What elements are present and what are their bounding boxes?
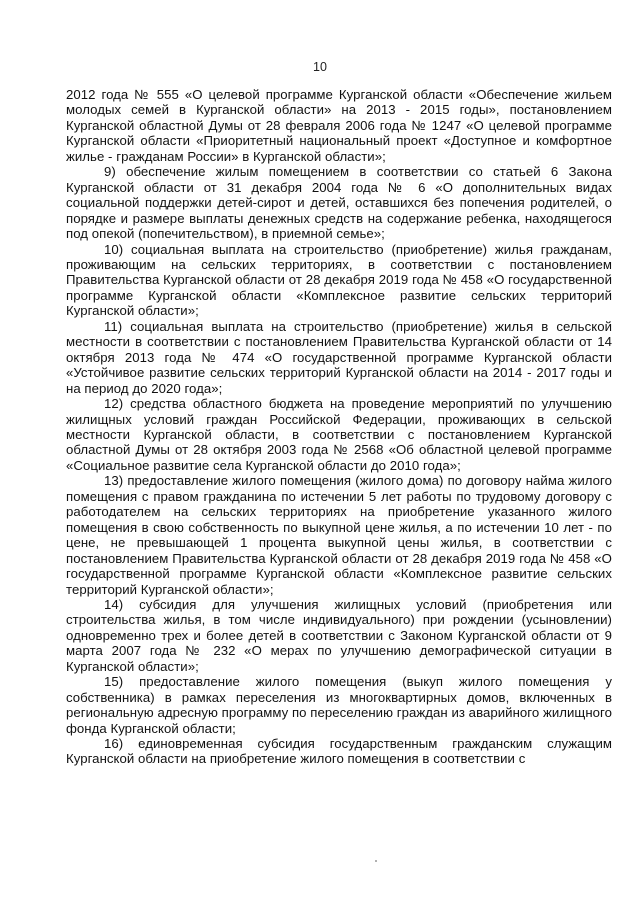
paragraph-item-15: 15) предоставление жилого помещения (выкуп жилого помещения у собственника) в рамках переселения из многоквартирных домов, включенных в региональную адресную программу по переселению граждан из аварийного жилищного фонда Курганской области; <box>66 674 612 736</box>
paragraph-item-11: 11) социальная выплата на строительство (приобретение) жилья в сельской местности в соответствии с постановлением Правительства Курганской области от 14 октября 2013 года № 474 «О государственной программе Курганской области «Устойчивое развитие сельских территорий Курганской области на 2014 - 2017 годы и на период до 2020 года»; <box>66 318 612 396</box>
page-number: 10 <box>313 60 327 74</box>
paragraph-item-16: 16) единовременная субсидия государственным гражданским служащим Курганской области на приобретение жилого помещения в соответствии с <box>66 736 612 767</box>
paragraph-item-12: 12) средства областного бюджета на проведение мероприятий по улучшению жилищных условий граждан Российской Федерации, проживающих в сельской местности Курганской области, в соответствии с постановлением Курганской областной Думы от 28 октября 2003 года № 2568 «Об областной целевой программе «Социальное развитие села Курганской области до 2010 года»; <box>66 396 612 473</box>
paragraph-item-10: 10) социальная выплата на строительство (приобретение) жилья гражданам, проживающим на сельских территориях, в соответствии с постановлением Правительства Курганской области от 28 декабря 2019 года № 458 «О государственной программе Курганской области «Комплексное развитие сельских территорий Курганской области»; <box>66 241 612 319</box>
paragraph-item-13: 13) предоставление жилого помещения (жилого дома) по договору найма жилого помещения с правом гражданина по истечении 5 лет работы по трудовому договору с работодателем на сельских территориях на приобретение указанного жилого помещения в свою собственность по выкупной цене жилья, а по истечении 10 лет - по цене, не превышающей 1 процента выкупной цены жилья, в соответствии с постановлением Правительства Курганской области от 28 декабря 2019 года № 458 «О государственной программе Курганской области «Комплексное развитие сельских территорий Курганской области»; <box>66 473 612 597</box>
paragraph-continuation: 2012 года № 555 «О целевой программе Курганской области «Обеспечение жильем молодых семей в Курганской области» на 2013 - 2015 годы», постановлением Курганской областной Думы от 28 февраля 2006 года № 1247 «О целевой программе Курганской области «Приоритетный национальный проект «Доступное и комфортное жилье - гражданам России» в Курганской области»; <box>66 87 612 164</box>
paragraph-item-14: 14) субсидия для улучшения жилищных условий (приобретения или строительства жилья, в том числе индивидуального) при рождении (усыновлении) одновременно трех и более детей в соответствии с Законом Курганской области от 9 марта 2007 года № 232 «О мерах по улучшению демографической ситуации в Курганской области»; <box>66 596 612 674</box>
document-body <box>66 87 612 767</box>
paragraph-item-9: 9) обеспечение жилым помещением в соответствии со статьей 6 Закона Курганской области от 31 декабря 2004 года № 6 «О дополнительных видах социальной поддержки детей-сирот и детей, оставшихся без попечения родителей, о порядке и размере выплаты денежных средств на содержание ребенка, находящегося под опекой (попечительством), в приемной семье»; <box>66 164 612 242</box>
scan-speck <box>375 860 377 862</box>
